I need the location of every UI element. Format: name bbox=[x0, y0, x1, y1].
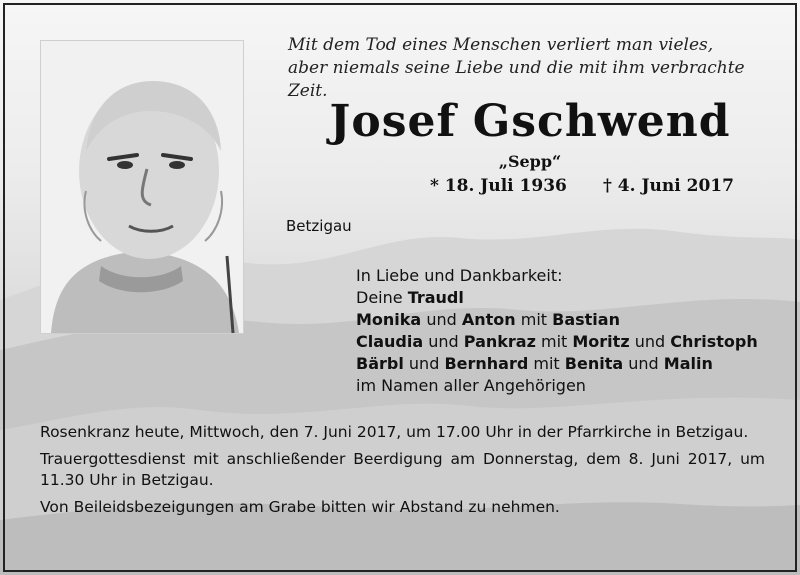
family-line: Monika und Anton mit Bastian bbox=[356, 310, 620, 329]
family-list bbox=[356, 265, 758, 397]
deceased-name: Josef Gschwend bbox=[329, 96, 731, 147]
funeral-info: Trauergottesdienst mit anschließender Beerdigung am Donnerstag, dem 8. Juni 2017, um 11.30 Uhr in Betzigau. bbox=[40, 450, 765, 489]
condolences-note: Von Beileidsbezeigungen am Grabe bitten wir Abstand zu nehmen. bbox=[40, 498, 560, 516]
death-date: † 4. Juni 2017 bbox=[603, 176, 734, 196]
quote-line-1: Mit dem Tod eines Menschen verliert man vieles, bbox=[288, 35, 714, 55]
family-closing: im Namen aller Angehörigen bbox=[356, 376, 586, 395]
hometown: Betzigau bbox=[286, 217, 352, 235]
family-intro: In Liebe und Dankbarkeit: bbox=[356, 266, 563, 285]
rosary-info: Rosenkranz heute, Mittwoch, den 7. Juni 2017, um 17.00 Uhr in der Pfarrkirche in Betzigau. bbox=[40, 423, 749, 441]
birth-date: * 18. Juli 1936 bbox=[430, 176, 567, 196]
family-line: Claudia und Pankraz mit Moritz und Christoph bbox=[356, 332, 758, 351]
deceased-nickname: „Sepp“ bbox=[498, 152, 562, 171]
family-line: Deine Traudl bbox=[356, 288, 464, 307]
family-line: Bärbl und Bernhard mit Benita und Malin bbox=[356, 354, 713, 373]
service-info bbox=[40, 422, 765, 524]
portrait-photo bbox=[40, 40, 244, 334]
memorial-quote bbox=[288, 34, 768, 103]
quote-line-2: aber niemals seine Liebe und die mit ihm verbrachte Zeit. bbox=[288, 58, 745, 101]
